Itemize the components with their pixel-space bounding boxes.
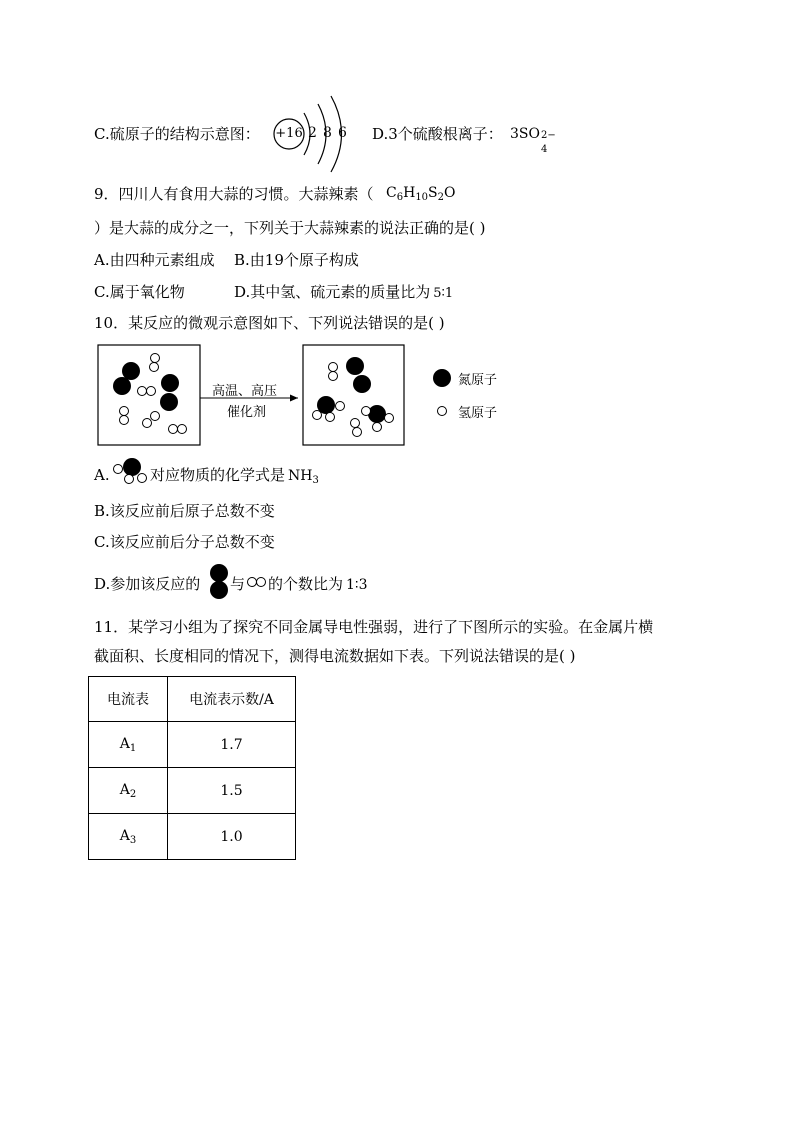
table-header-row xyxy=(89,677,296,722)
n2-atom xyxy=(210,581,228,599)
q10-option-d-mid: 与 xyxy=(230,575,246,593)
q11-stem-line2: 截面积、长度相同的情况下，测得电流数据如下表。下列说法错误的是( ) xyxy=(94,647,576,665)
table-row xyxy=(89,814,296,860)
h-atom xyxy=(120,416,129,425)
q9-option-b: B.由19个原子构成 xyxy=(234,251,359,269)
h-atom xyxy=(147,387,156,396)
table-header-reading: 电流表示数/A xyxy=(168,677,296,722)
table-header-meter: 电流表 xyxy=(89,677,168,722)
h-atom xyxy=(353,428,362,437)
allicin-formula: $C_6H_{10}S_2O$ xyxy=(386,185,456,203)
h-atom xyxy=(138,387,147,396)
shell-count-2: 8 xyxy=(323,125,332,141)
h-atom xyxy=(329,363,338,372)
q11-stem-line1: 11．某学习小组为了探究不同金属导电性强弱，进行了下图所示的实验。在金属片横 xyxy=(94,618,654,636)
table-cell-meter: $A_1$ xyxy=(89,722,168,768)
reaction-condition-bottom: 催化剂 xyxy=(227,405,267,420)
q8-option-c-label: C.硫原子的结构示意图： xyxy=(94,125,260,143)
nh3-h-atom xyxy=(125,475,134,484)
q9-option-c: C.属于氧化物 xyxy=(94,283,185,301)
legend-h-atom-icon xyxy=(438,407,447,416)
h-atom xyxy=(351,419,360,428)
reaction-condition-top: 高温、高压 xyxy=(212,384,278,399)
n-atom xyxy=(346,357,364,375)
q9-stem-line1: 9．四川人有食用大蒜的习惯。大蒜辣素（ xyxy=(94,185,374,203)
h-atom xyxy=(178,425,187,434)
nh3-h-atom xyxy=(138,474,147,483)
nh3-h-atom xyxy=(114,465,123,474)
q10-stem: 10．某反应的微观示意图如下、下列说法错误的是( ) xyxy=(94,314,445,332)
h-atom xyxy=(143,419,152,428)
n-atom xyxy=(113,377,131,395)
q10-option-a-text: 对应物质的化学式是 $NH_3$ xyxy=(150,466,319,486)
q10-option-c: C.该反应前后分子总数不变 xyxy=(94,533,275,551)
nh3-n-atom xyxy=(123,458,141,476)
table-cell-meter: $A_3$ xyxy=(89,814,168,860)
table-row xyxy=(89,768,296,814)
n-atom xyxy=(160,393,178,411)
table-cell-value: 1.7 xyxy=(168,722,296,768)
h-atom xyxy=(326,413,335,422)
n-atom xyxy=(368,405,386,423)
h-atom xyxy=(329,372,338,381)
h2-atom xyxy=(248,578,257,587)
h-atom xyxy=(313,411,322,420)
q9-stem-line2: ）是大蒜的成分之一，下列关于大蒜辣素的说法正确的是( ) xyxy=(94,219,486,237)
h2-atom xyxy=(257,578,266,587)
table-cell-meter: $A_2$ xyxy=(89,768,168,814)
q8-option-d-label: D.3个硫酸根离子： xyxy=(372,125,503,143)
h-atom xyxy=(150,363,159,372)
n-atom xyxy=(353,375,371,393)
nucleus-charge: +16 xyxy=(275,126,303,141)
q9-option-a: A.由四种元素组成 xyxy=(94,251,215,269)
h-atom xyxy=(362,407,371,416)
sulfate-formula: 3SO 2− 4 xyxy=(510,126,556,155)
table-cell-value: 1.5 xyxy=(168,768,296,814)
h-atom xyxy=(373,423,382,432)
reaction-arrow-head xyxy=(290,395,298,402)
h-atom xyxy=(120,407,129,416)
q9-option-d: D.其中氢、硫元素的质量比为 5∶1 xyxy=(234,283,454,301)
q10-option-d-prefix: D.参加该反应的 xyxy=(94,575,201,593)
n2-atom xyxy=(210,564,228,582)
n-atom xyxy=(122,362,140,380)
legend-n-atom-icon xyxy=(433,369,451,387)
legend-h-label: 氢原子 xyxy=(458,406,498,421)
h-atom xyxy=(151,412,160,421)
table-row xyxy=(89,722,296,768)
h-atom xyxy=(336,402,345,411)
q10-option-d-suffix: 的个数比为 1∶3 xyxy=(268,575,368,593)
shell-count-1: 2 xyxy=(308,125,317,141)
n-atom xyxy=(161,374,179,392)
h-atom xyxy=(169,425,178,434)
h-atom xyxy=(385,414,394,423)
current-data-table xyxy=(88,676,296,860)
q10-option-a-prefix: A. xyxy=(94,466,110,484)
shell-count-3: 6 xyxy=(338,125,347,141)
legend-n-label: 氮原子 xyxy=(458,373,498,388)
table-cell-value: 1.0 xyxy=(168,814,296,860)
q10-option-b: B.该反应前后原子总数不变 xyxy=(94,502,275,520)
h-atom xyxy=(151,354,160,363)
